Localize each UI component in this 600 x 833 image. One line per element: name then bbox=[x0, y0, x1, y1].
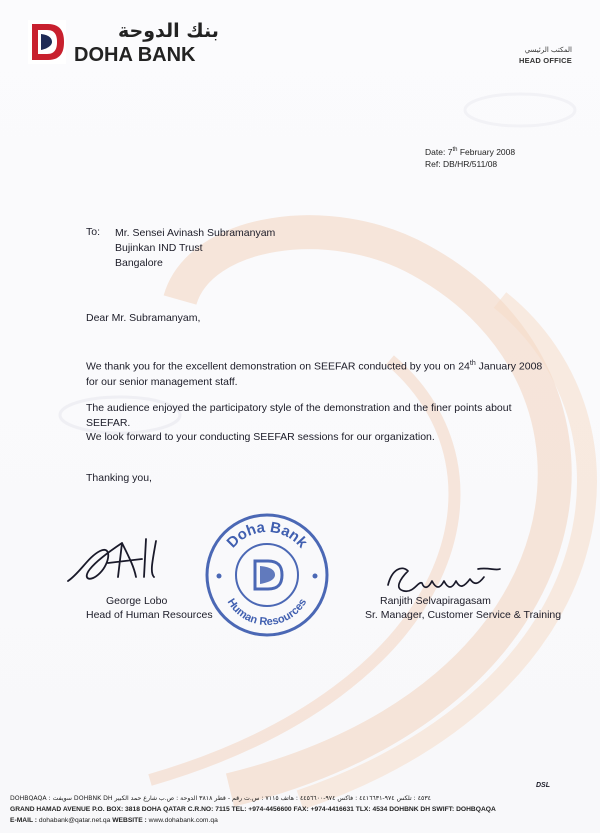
signatory-left-name: George Lobo bbox=[106, 595, 168, 607]
date-rest: February 2008 bbox=[459, 146, 516, 157]
ref-value: DB/HR/511/08 bbox=[442, 158, 498, 169]
salutation: Dear Mr. Subramanyam, bbox=[86, 312, 201, 324]
paragraph-thanks-part2: January 2008 for our senior management staff. bbox=[86, 360, 543, 388]
paragraph-forward: We look forward to your conducting SEEFAR sessions for our organization. bbox=[86, 431, 435, 443]
paragraph-thanks-sup: th bbox=[469, 360, 476, 367]
letter-meta bbox=[425, 144, 515, 170]
human-resources-stamp bbox=[202, 510, 332, 640]
footer-online bbox=[10, 815, 590, 826]
recipient-address bbox=[115, 226, 275, 271]
bank-name-arabic: بنك الدوحة bbox=[118, 20, 219, 42]
recipient-city: Bangalore bbox=[115, 257, 163, 269]
ref-line bbox=[425, 158, 515, 170]
signatory-left bbox=[86, 594, 213, 622]
footer-website-label: WEBSITE : bbox=[112, 817, 147, 824]
ref-label: Ref: bbox=[425, 158, 441, 169]
date-label: Date: bbox=[425, 146, 446, 157]
paragraph-audience: The audience enjoyed the participatory style of the demonstration and the finer points about SEEFAR. bbox=[86, 402, 512, 429]
letter-footer bbox=[10, 793, 590, 826]
closing: Thanking you, bbox=[86, 472, 152, 484]
footer-row1-street: شارع حمد الكبير bbox=[114, 795, 158, 802]
footer-row1: DOHBQAQA : سويفت DOHBNK DH ٤٥٣٤ : تلكس ٩٧٤-٤٤١٦٦٣١ : فاكس ٩٧٤-٤٤٥٦٦٠٠ : هاتف ٧١١٥ : س.ت رقم - قطر ٣٨١٨ الدوحة : ص.ب bbox=[10, 795, 431, 802]
bank-name: DOHA BANK bbox=[74, 44, 196, 66]
footer-dsl-mark: DSL bbox=[536, 782, 550, 789]
footer-email[interactable]: dohabank@qatar.net.qa bbox=[38, 817, 111, 824]
footer-email-label: E-MAIL : bbox=[10, 817, 37, 824]
signature-george-lobo bbox=[60, 533, 200, 593]
signatory-right-name: Ranjith Selvapiragasam bbox=[380, 595, 491, 607]
footer-contact-arabic bbox=[10, 793, 590, 804]
stamp-top-text: Doha Bank bbox=[223, 518, 311, 552]
recipient-organization: Bujinkan IND Trust bbox=[115, 242, 203, 254]
head-office-arabic: المكتب الرئيسي bbox=[524, 46, 572, 54]
recipient-name: Mr. Sensei Avinash Subramanyam bbox=[115, 227, 276, 239]
doha-bank-logo bbox=[28, 20, 228, 66]
date-line bbox=[425, 144, 515, 158]
doha-bank-logo-icon bbox=[28, 20, 66, 64]
to-label: To: bbox=[86, 226, 101, 238]
head-office-label bbox=[519, 46, 572, 65]
paragraph-thanks-part1: We thank you for the excellent demonstration on SEEFAR conducted by you on 24 bbox=[86, 360, 470, 373]
signatory-right-title: Sr. Manager, Customer Service & Training bbox=[365, 609, 562, 621]
signatory-left-title: Head of Human Resources bbox=[86, 609, 213, 621]
footer-website[interactable]: www.dohabank.com.qa bbox=[148, 817, 218, 824]
footer-row2: GRAND HAMAD AVENUE P.O. BOX: 3818 DOHA QATAR C.R.NO: 7115 TEL: +974-4456600 FAX: +974-4416631 TLX: 4534 DOHBNK DH SWIFT: DOHBQAQA bbox=[10, 806, 496, 813]
stamp-bottom-text: Human Resources bbox=[224, 596, 310, 629]
svg-text:Human Resources bbox=[225, 596, 310, 628]
head-office-english: HEAD OFFICE bbox=[518, 56, 572, 65]
date-day: 7 bbox=[447, 146, 453, 157]
footer-contact-english bbox=[10, 804, 590, 815]
paragraph-thanks bbox=[86, 356, 546, 390]
signatory-right bbox=[365, 594, 561, 622]
date-suffix: th bbox=[452, 147, 458, 153]
